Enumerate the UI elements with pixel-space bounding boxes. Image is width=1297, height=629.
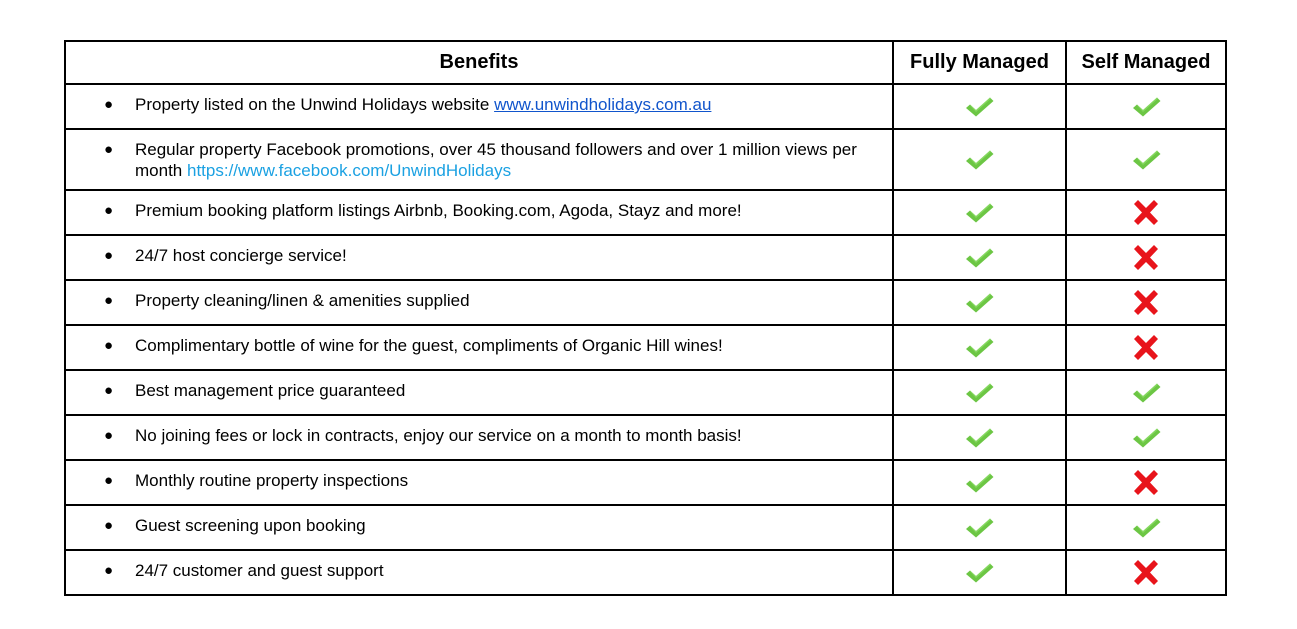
- checkmark-icon: [1131, 381, 1162, 405]
- benefit-text: [135, 139, 892, 181]
- fully-managed-cell: [893, 415, 1066, 460]
- facebook-link[interactable]: https://www.facebook.com/UnwindHolidays: [186, 161, 512, 180]
- header-self-managed: Self Managed: [1066, 41, 1226, 84]
- fully-managed-cell: [893, 325, 1066, 370]
- benefit-cell: [65, 190, 893, 235]
- benefit-label: 24/7 host concierge service!: [135, 246, 347, 265]
- benefit-text: [135, 335, 892, 356]
- benefit-label: Property listed on the Unwind Holidays website: [135, 95, 495, 114]
- table-row: [65, 505, 1226, 550]
- benefit-label: No joining fees or lock in contracts, enjoy our service on a month to month basis!: [135, 426, 742, 445]
- benefit-label: 24/7 customer and guest support: [135, 561, 384, 580]
- benefit-text: [135, 290, 892, 311]
- bullet-icon: ●: [103, 202, 113, 219]
- benefit-cell: [65, 550, 893, 595]
- header-fully-managed: Fully Managed: [893, 41, 1066, 84]
- fully-managed-cell: [893, 190, 1066, 235]
- checkmark-icon: [964, 561, 995, 585]
- self-managed-cell: [1066, 129, 1226, 190]
- benefit-text: [135, 200, 892, 221]
- checkmark-icon: [964, 95, 995, 119]
- fully-managed-cell: [893, 460, 1066, 505]
- fully-managed-cell: [893, 235, 1066, 280]
- benefit-label: Best management price guaranteed: [135, 381, 406, 400]
- benefit-cell: [65, 325, 893, 370]
- table-row: [65, 280, 1226, 325]
- checkmark-icon: [964, 471, 995, 495]
- bullet-icon: ●: [103, 517, 113, 534]
- checkmark-icon: [964, 291, 995, 315]
- fully-managed-cell: [893, 550, 1066, 595]
- checkmark-icon: [1131, 95, 1162, 119]
- fully-managed-cell: [893, 505, 1066, 550]
- self-managed-cell: [1066, 84, 1226, 129]
- benefit-text: [135, 425, 892, 446]
- self-managed-cell: [1066, 325, 1226, 370]
- benefit-cell: [65, 505, 893, 550]
- table-row: [65, 460, 1226, 505]
- table-row: [65, 550, 1226, 595]
- benefit-text: [135, 515, 892, 536]
- cross-icon: [1131, 332, 1161, 363]
- cross-icon: [1131, 242, 1161, 273]
- bullet-icon: ●: [103, 292, 113, 309]
- header-benefits: Benefits: [65, 41, 893, 84]
- checkmark-icon: [1131, 516, 1162, 540]
- table-row: [65, 325, 1226, 370]
- benefit-cell: [65, 84, 893, 129]
- benefits-comparison-table: [64, 40, 1227, 596]
- benefit-text: [135, 470, 892, 491]
- self-managed-cell: [1066, 235, 1226, 280]
- benefit-cell: [65, 460, 893, 505]
- table-row: [65, 129, 1226, 190]
- benefit-label: Property cleaning/linen & amenities supplied: [135, 291, 470, 310]
- bullet-icon: ●: [103, 562, 113, 579]
- benefit-cell: [65, 415, 893, 460]
- fully-managed-cell: [893, 129, 1066, 190]
- benefit-text: [135, 560, 892, 581]
- bullet-icon: ●: [103, 96, 113, 113]
- cross-icon: [1131, 467, 1161, 498]
- benefit-cell: [65, 280, 893, 325]
- table-row: [65, 370, 1226, 415]
- cross-icon: [1131, 197, 1161, 228]
- bullet-icon: ●: [103, 427, 113, 444]
- benefit-label: Premium booking platform listings Airbnb, Booking.com, Agoda, Stayz and more!: [135, 201, 742, 220]
- bullet-icon: ●: [103, 472, 113, 489]
- benefit-label: Monthly routine property inspections: [135, 471, 409, 490]
- website-link[interactable]: www.unwindholidays.com.au: [494, 95, 712, 114]
- benefit-cell: [65, 235, 893, 280]
- benefit-label: Regular property Facebook promotions, over 45 thousand followers and over 1 million views per month: [135, 140, 857, 180]
- cross-icon: [1131, 557, 1161, 588]
- bullet-icon: ●: [103, 337, 113, 354]
- checkmark-icon: [964, 148, 995, 172]
- bullet-icon: ●: [103, 141, 113, 158]
- benefit-label: Complimentary bottle of wine for the guest, compliments of Organic Hill wines!: [135, 336, 723, 355]
- checkmark-icon: [1131, 148, 1162, 172]
- bullet-icon: ●: [103, 382, 113, 399]
- benefit-cell: [65, 129, 893, 190]
- benefit-label: Guest screening upon booking: [135, 516, 366, 535]
- fully-managed-cell: [893, 280, 1066, 325]
- fully-managed-cell: [893, 370, 1066, 415]
- table-row: [65, 235, 1226, 280]
- fully-managed-cell: [893, 84, 1066, 129]
- checkmark-icon: [964, 516, 995, 540]
- checkmark-icon: [964, 381, 995, 405]
- benefit-text: [135, 380, 892, 401]
- self-managed-cell: [1066, 370, 1226, 415]
- checkmark-icon: [1131, 426, 1162, 450]
- checkmark-icon: [964, 336, 995, 360]
- self-managed-cell: [1066, 460, 1226, 505]
- table-row: [65, 190, 1226, 235]
- benefit-text: [135, 94, 892, 115]
- benefit-text: [135, 245, 892, 266]
- cross-icon: [1131, 287, 1161, 318]
- bullet-icon: ●: [103, 247, 113, 264]
- checkmark-icon: [964, 426, 995, 450]
- table-row: [65, 415, 1226, 460]
- benefit-cell: [65, 370, 893, 415]
- checkmark-icon: [964, 201, 995, 225]
- self-managed-cell: [1066, 505, 1226, 550]
- checkmark-icon: [964, 246, 995, 270]
- header-row: [65, 41, 1226, 84]
- self-managed-cell: [1066, 550, 1226, 595]
- self-managed-cell: [1066, 190, 1226, 235]
- table-row: [65, 84, 1226, 129]
- self-managed-cell: [1066, 415, 1226, 460]
- self-managed-cell: [1066, 280, 1226, 325]
